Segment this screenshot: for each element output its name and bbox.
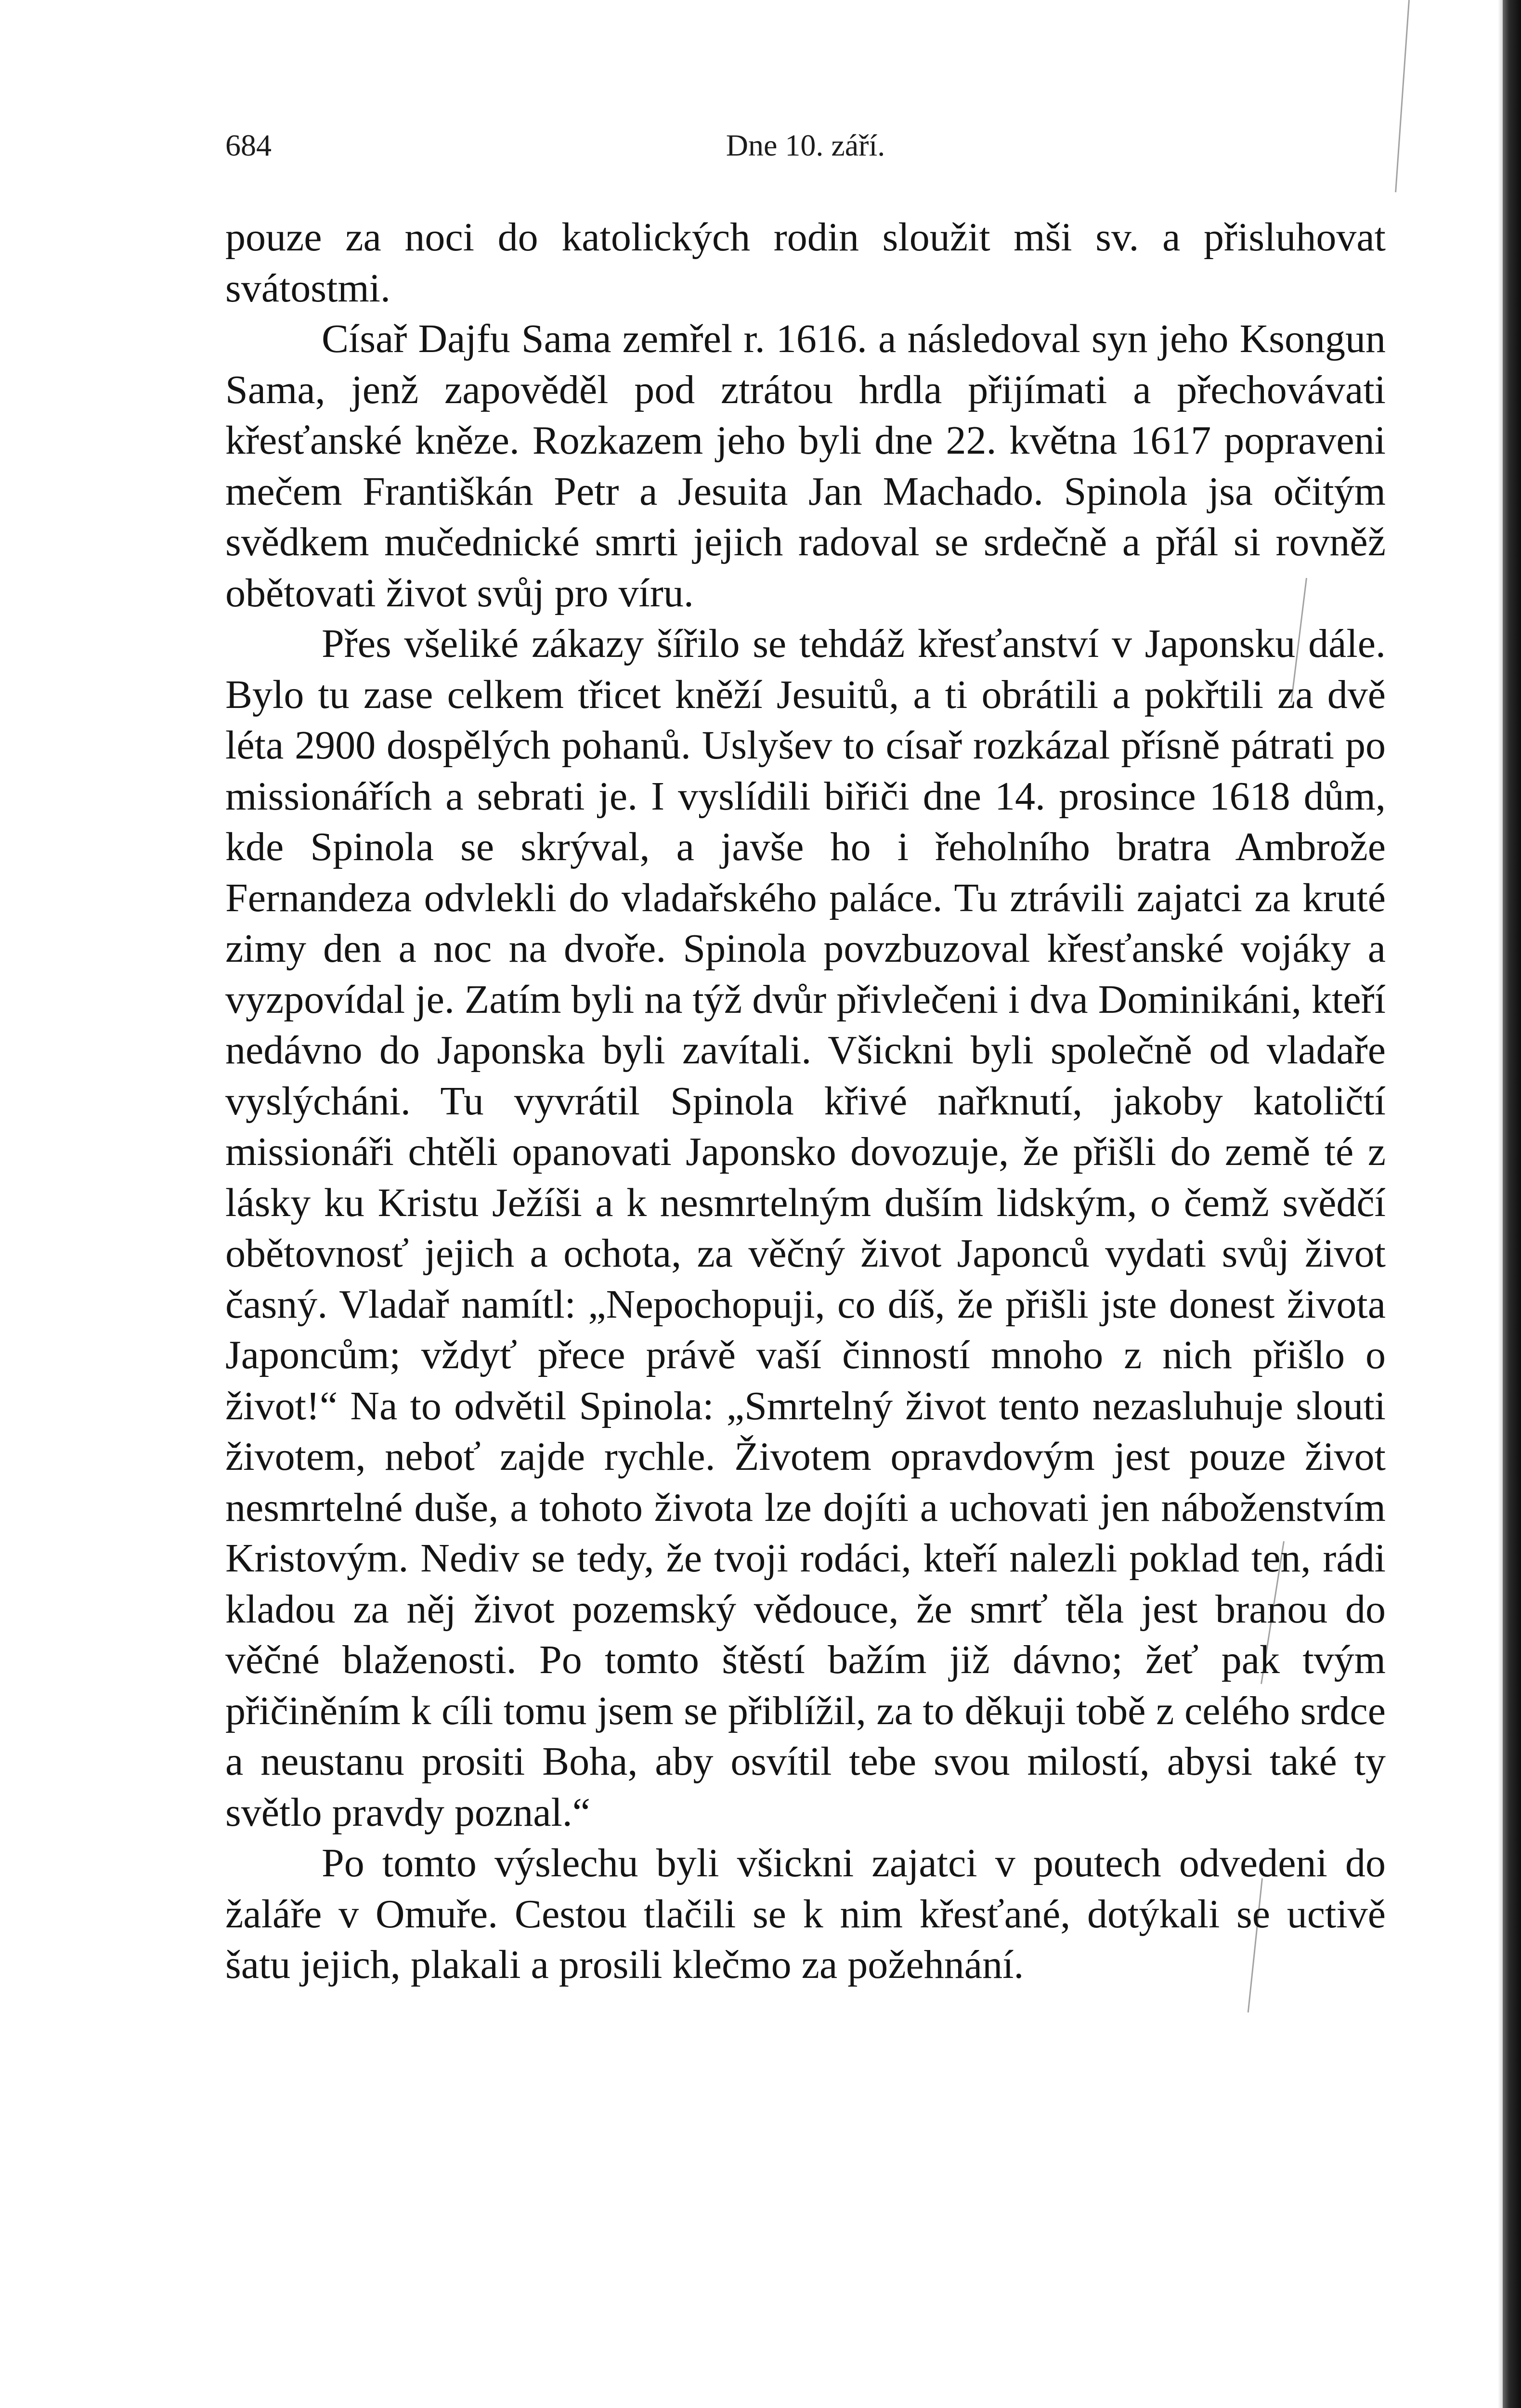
scan-edge-shadow [1503, 0, 1521, 2408]
page-heading: Dne 10. září. [726, 128, 885, 162]
scan-edge-highlight [1498, 0, 1503, 2408]
paper-crease [1395, 0, 1410, 192]
paragraph: Přes všeliké zákazy šířilo se tehdáž křesťanství v Japonsku dále. Bylo tu zase celkem třicet kněží Jesuitů, a ti obrátili a pokřtili za dvě léta 2900 dospělých pohanů. Uslyšev to císař rozkázal přísně pátrati po missionářích a sebrati je. I vyslídili biřiči dne 14. prosince 1618 dům, kde Spinola se skrýval, a javše ho i řeholního bratra Ambrože Fernandeza odvlekli do vladařského paláce. Tu ztrávili zajatci za kruté zimy den a noc na dvoře. Spinola povzbuzoval křesťanské vojáky a vyzpovídal je. Zatím byli na týž dvůr přivlečeni i dva Dominikáni, kteří nedávno do Japonska byli zavítali. Všickni byli společně od vladaře vyslýcháni. Tu vyvrátil Spinola křivé nařknutí, jakoby katoličtí missionáři chtěli opanovati Japonsko dovozuje, že přišli do země té z lásky ku Kristu Ježíši a k nesmrtelným duším lidským, o čemž svědčí obětovnosť jejich a ochota, za věčný život Japonců vydati svůj život časný. Vladař namítl: „Nepochopuji, co díš, že přišli jste donest života Japoncům; vždyť přece právě vaší činností mnoho z nich přišlo o život!“ Na to odvětil Spinola: „Smrtelný život tento nezasluhuje slouti životem, neboť zajde rychle. Životem opravdovým jest pouze život nesmrtelné duše, a tohoto života lze dojíti a uchovati jen náboženstvím Kristovým. Nediv se tedy, že tvoji rodáci, kteří nalezli poklad ten, rádi kladou za něj život pozemský vědouce, že smrť těla jest branou do věčné blaženosti. Po tomto štěstí bažím již dávno; žeť pak tvým přičiněním k cíli tomu jsem se přiblížil, za to děkuji tobě z celého srdce a neustanu prositi Boha, aby osvítil tebe svou milostí, abysi také ty světlo pravdy poznal.“ [225, 621, 1386, 1835]
running-head [225, 128, 1386, 181]
paragraph: Císař Dajfu Sama zemřel r. 1616. a následoval syn jeho Ksongun Sama, jenž zapověděl pod ztrátou hrdla přijímati a přechovávati křesťanské kněze. Rozkazem jeho byli dne 22. května 1617 popraveni mečem Františkán Petr a Jesuita Jan Machado. Spinola jsa očitým svědkem mučednické smrti jejich radoval se srdečně a přál si rovněž obětovati život svůj pro víru. [225, 316, 1386, 615]
page-number: 684 [225, 128, 272, 162]
body-text [225, 212, 1386, 1990]
paragraph-continuation: pouze za noci do katolických rodin sloužit mši sv. a přisluhovat svátostmi. [225, 215, 1386, 311]
paragraph: Po tomto výslechu byli všickni zajatci v poutech odvedeni do žaláře v Omuře. Cestou tlačili se k nim křesťané, dotýkali se uctivě šatu jejich, plakali a prosili klečmo za požehnání. [225, 1841, 1386, 1987]
